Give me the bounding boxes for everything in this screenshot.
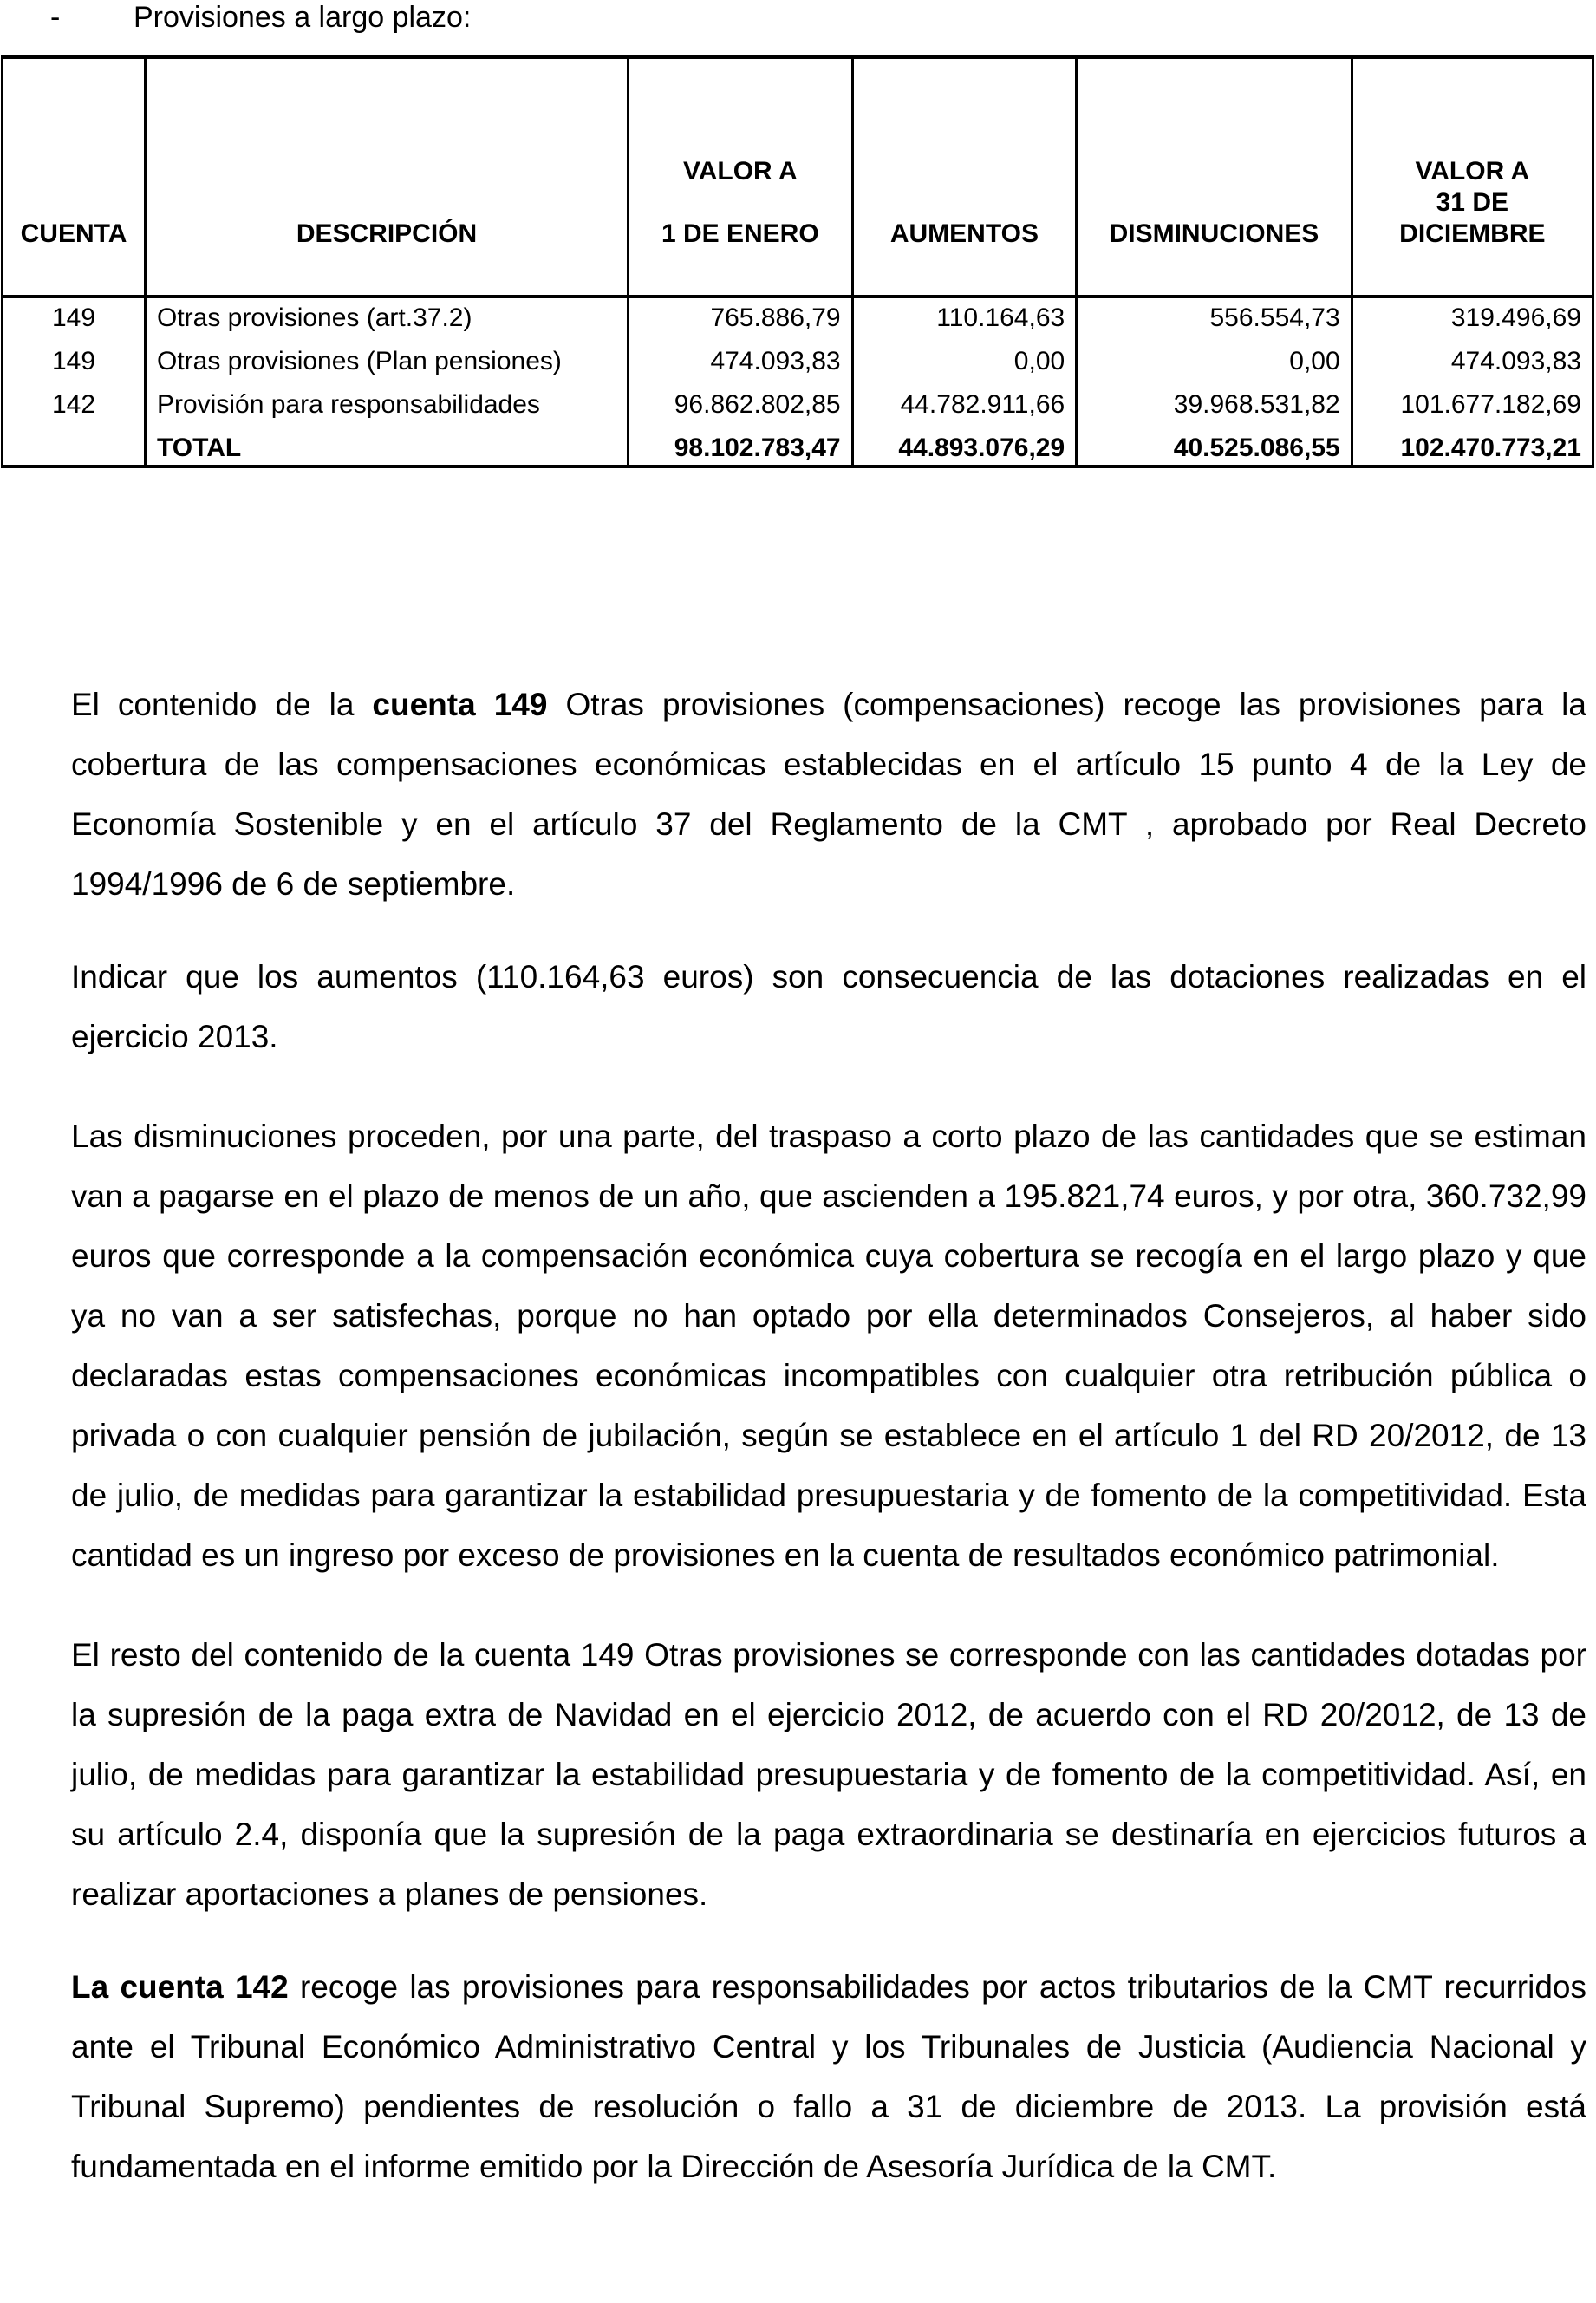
header-aumentos: AUMENTOS <box>852 57 1077 297</box>
total-label: TOTAL <box>146 428 629 466</box>
p5-post: recoge las provisiones para responsabilidades por actos tributarios de la CMT recurridos ante el Tribunal Económico Administrativo Central y los Tribunales de Justicia (Audiencia Nacional y Tribunal Supremo) pendientes de resolución o fallo a 31 de diciembre de 2013. La provisión está fundamentada en el informe emitido por la Dirección de Asesoría Jurídica de la CMT. <box>71 1969 1586 2184</box>
cell-enero: 765.886,79 <box>629 297 853 342</box>
section-heading-text: Provisiones a largo plazo: <box>134 1 472 34</box>
table-row <box>3 297 1593 342</box>
paragraph-resto-149: El resto del contenido de la cuenta 149 Otras provisiones se corresponde con las cantidades dotadas por la supresión de la paga extra de Navidad en el ejercicio 2012, de acuerdo con el RD 20/2012, de 13 de julio, de medidas para garantizar la estabilidad presupuestaria y de fomento de la competitividad. Así, en su artículo 2.4, disponía que la supresión de la paga extraordinaria se destinaría en ejercicios futuros a realizar aportaciones a planes de pensiones. <box>71 1637 1586 1912</box>
header-valor-dic-line1: VALOR A <box>1415 157 1530 186</box>
header-valor-diciembre <box>1352 57 1593 297</box>
paragraph-cuenta-149 <box>71 675 1586 914</box>
total-diciembre: 102.470.773,21 <box>1352 428 1593 466</box>
cell-enero: 474.093,83 <box>629 342 853 385</box>
provisions-table <box>1 55 1594 468</box>
cell-descripcion: Otras provisiones (Plan pensiones) <box>146 342 629 385</box>
header-cuenta: CUENTA <box>3 57 146 297</box>
table-header-row <box>3 57 1593 297</box>
cell-aumentos: 44.782.911,66 <box>852 385 1077 428</box>
p1-bold: cuenta 149 <box>372 687 548 722</box>
cell-cuenta: 142 <box>3 385 146 428</box>
list-dash: - <box>50 1 61 34</box>
cell-diciembre: 319.496,69 <box>1352 297 1593 342</box>
cell-disminuciones: 0,00 <box>1077 342 1352 385</box>
table-row <box>3 385 1593 428</box>
body-text <box>71 675 1586 2236</box>
cell-cuenta: 149 <box>3 342 146 385</box>
header-valor-enero-line2: 1 DE ENERO <box>661 219 819 248</box>
header-valor-enero <box>629 57 853 297</box>
table-total-row <box>3 428 1593 466</box>
table-row <box>3 342 1593 385</box>
p5-bold: La cuenta 142 <box>71 1969 289 2005</box>
paragraph-aumentos: Indicar que los aumentos (110.164,63 euros) son consecuencia de las dotaciones realizadas en el ejercicio 2013. <box>71 959 1586 1054</box>
cell-disminuciones: 39.968.531,82 <box>1077 385 1352 428</box>
cell-diciembre: 101.677.182,69 <box>1352 385 1593 428</box>
total-aumentos: 44.893.076,29 <box>852 428 1077 466</box>
cell-cuenta: 149 <box>3 297 146 342</box>
header-disminuciones: DISMINUCIONES <box>1077 57 1352 297</box>
cell-aumentos: 0,00 <box>852 342 1077 385</box>
paragraph-disminuciones: Las disminuciones proceden, por una parte, del traspaso a corto plazo de las cantidades que se estiman van a pagarse en el plazo de menos de un año, que ascienden a 195.821,74 euros, y por otra, 360.732,99 euros que corresponde a la compensación económica cuya cobertura se recogía en el largo plazo y que ya no van a ser satisfechas, porque no han optado por ella determinados Consejeros, al haber sido declaradas estas compensaciones económicas incompatibles con cualquier otra retribución pública o privada o con cualquier pensión de jubilación, según se establece en el artículo 1 del RD 20/2012, de 13 de julio, de medidas para garantizar la estabilidad presupuestaria y de fomento de la competitividad. Esta cantidad es un ingreso por exceso de provisiones en la cuenta de resultados económico patrimonial. <box>71 1119 1586 1573</box>
total-enero: 98.102.783,47 <box>629 428 853 466</box>
header-valor-dic-line3: DICIEMBRE <box>1399 219 1546 248</box>
total-disminuciones: 40.525.086,55 <box>1077 428 1352 466</box>
cell-descripcion: Provisión para responsabilidades <box>146 385 629 428</box>
cell-diciembre: 474.093,83 <box>1352 342 1593 385</box>
section-heading <box>50 0 471 35</box>
cell-enero: 96.862.802,85 <box>629 385 853 428</box>
cell-descripcion: Otras provisiones (art.37.2) <box>146 297 629 342</box>
header-descripcion: DESCRIPCIÓN <box>146 57 629 297</box>
p1-post: Otras provisiones (compensaciones) recoge las provisiones para la cobertura de las compensaciones económicas establecidas en el artículo 15 punto 4 de la Ley de Economía Sostenible y en el artículo 37 del Reglamento de la CMT , aprobado por Real Decreto 1994/1996 de 6 de septiembre. <box>71 687 1586 902</box>
cell-aumentos: 110.164,63 <box>852 297 1077 342</box>
cell-cuenta-empty <box>3 428 146 466</box>
cell-disminuciones: 556.554,73 <box>1077 297 1352 342</box>
paragraph-cuenta-142 <box>71 1957 1586 2196</box>
header-valor-dic-line2: 31 DE <box>1436 188 1509 217</box>
p1-pre: El contenido de la <box>71 687 373 722</box>
header-valor-enero-line1: VALOR A <box>682 157 798 186</box>
